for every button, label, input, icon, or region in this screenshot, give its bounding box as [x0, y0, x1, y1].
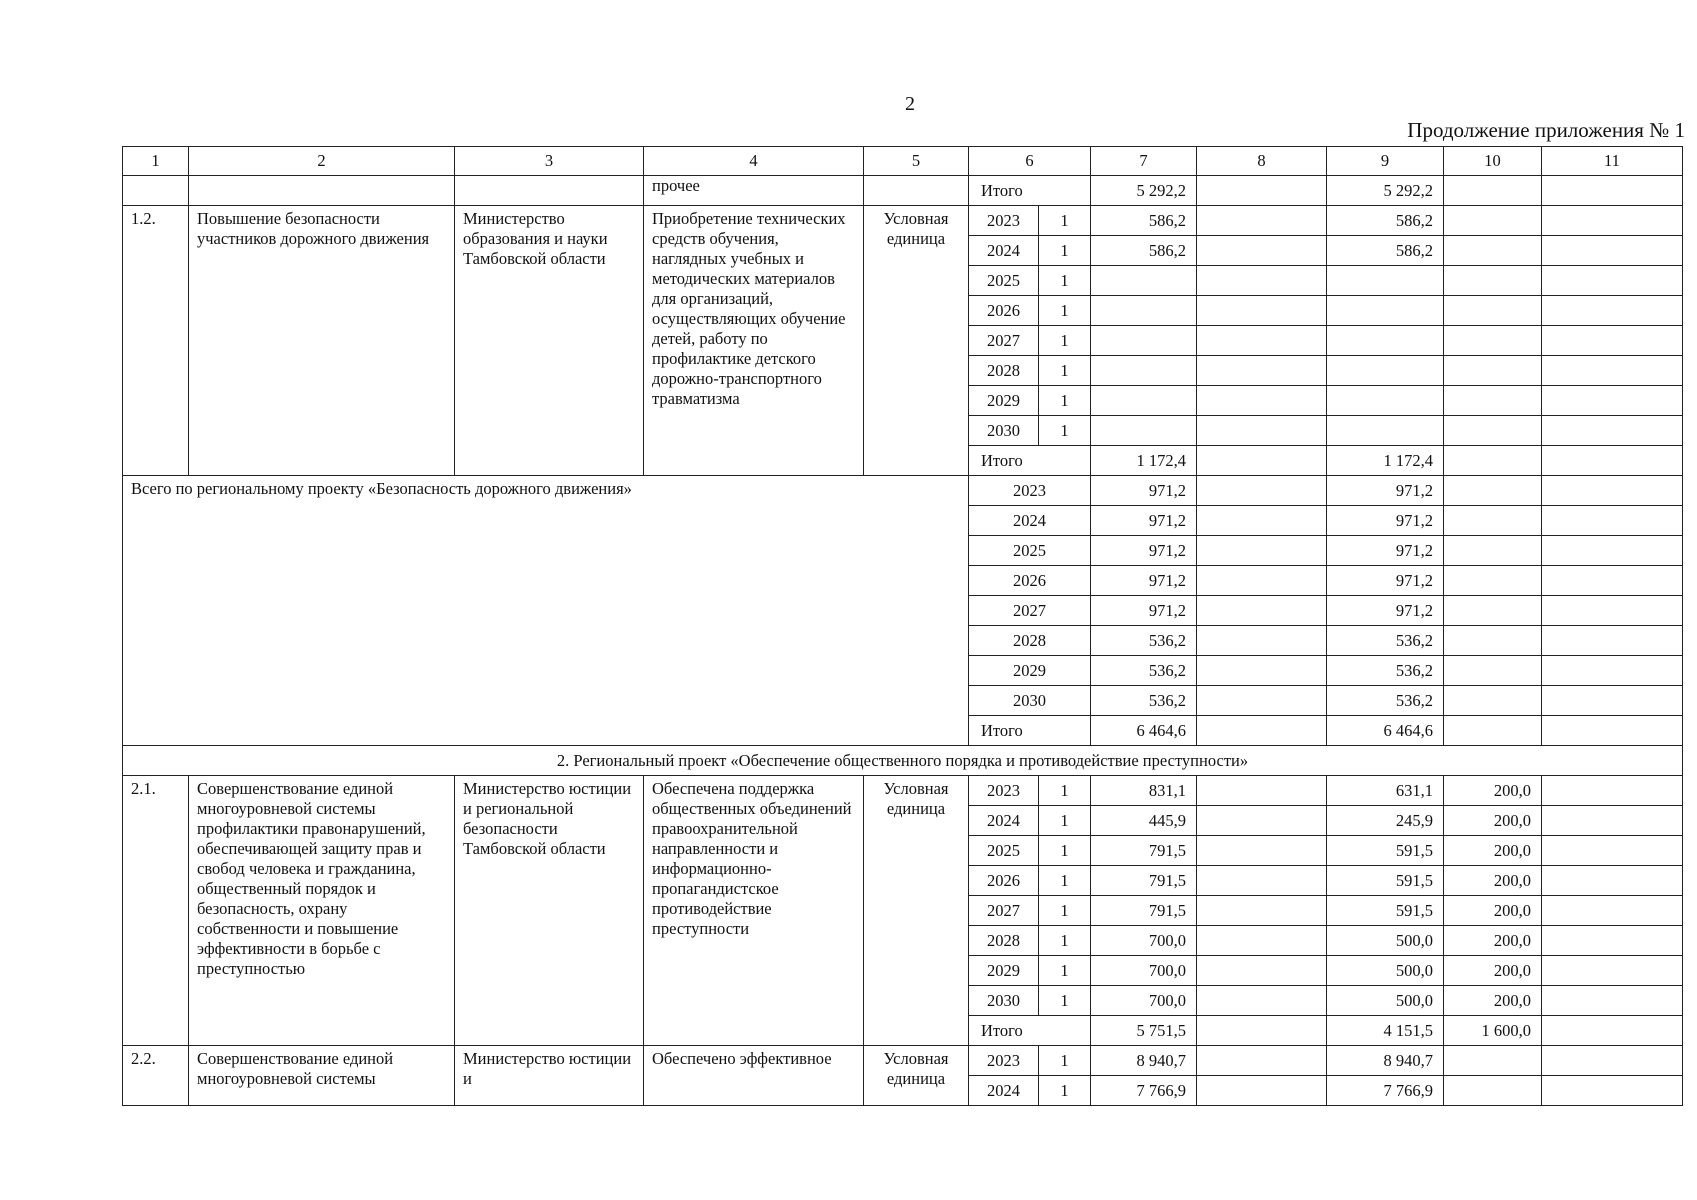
- qty-cell: 1: [1039, 926, 1091, 956]
- value-cell: 200,0: [1444, 836, 1542, 866]
- value-cell: 445,9: [1091, 806, 1197, 836]
- qty-cell: 1: [1039, 836, 1091, 866]
- qty-cell: 1: [1039, 416, 1091, 446]
- value-cell: 7 766,9: [1091, 1076, 1197, 1106]
- header-cell: 6: [969, 147, 1091, 176]
- row-number: 2.1.: [123, 776, 189, 1046]
- executor: Министерство юстиции и региональной безопасности Тамбовской области: [455, 776, 644, 1046]
- value-cell: 971,2: [1327, 596, 1444, 626]
- value-cell: 700,0: [1091, 956, 1197, 986]
- row-number: 2.2.: [123, 1046, 189, 1106]
- year-cell: 2030: [969, 986, 1039, 1016]
- value-cell: 536,2: [1327, 656, 1444, 686]
- qty-cell: 1: [1039, 386, 1091, 416]
- value-cell: 200,0: [1444, 866, 1542, 896]
- value-cell: [1091, 296, 1197, 326]
- total-label: Итого: [969, 446, 1091, 476]
- qty-cell: 1: [1039, 776, 1091, 806]
- header-cell: 8: [1197, 147, 1327, 176]
- qty-cell: 1: [1039, 296, 1091, 326]
- qty-cell: 1: [1039, 806, 1091, 836]
- value-cell: 500,0: [1327, 926, 1444, 956]
- value-cell: 971,2: [1091, 566, 1197, 596]
- qty-cell: 1: [1039, 326, 1091, 356]
- table-row: [123, 776, 1683, 806]
- value-cell: 971,2: [1327, 506, 1444, 536]
- year-cell: 2023: [969, 476, 1091, 506]
- year-cell: 2024: [969, 506, 1091, 536]
- qty-cell: 1: [1039, 986, 1091, 1016]
- summary-label: Всего по региональному проекту «Безопасность дорожного движения»: [123, 476, 969, 746]
- value-cell: 5 751,5: [1091, 1016, 1197, 1046]
- value-cell: 6 464,6: [1091, 716, 1197, 746]
- value-cell: 200,0: [1444, 926, 1542, 956]
- value-cell: [1091, 416, 1197, 446]
- value-cell: 7 766,9: [1327, 1076, 1444, 1106]
- value-cell: 971,2: [1327, 536, 1444, 566]
- value-cell: 8 940,7: [1327, 1046, 1444, 1076]
- year-cell: 2023: [969, 206, 1039, 236]
- value-cell: 1 172,4: [1091, 446, 1197, 476]
- year-cell: 2025: [969, 266, 1039, 296]
- value-cell: 971,2: [1091, 536, 1197, 566]
- year-cell: 2028: [969, 926, 1039, 956]
- value-cell: 791,5: [1091, 836, 1197, 866]
- value-cell: 586,2: [1327, 236, 1444, 266]
- value-cell: [1327, 296, 1444, 326]
- value-cell: [1327, 386, 1444, 416]
- year-cell: 2026: [969, 866, 1039, 896]
- header-cell: 3: [455, 147, 644, 176]
- year-cell: 2026: [969, 566, 1091, 596]
- year-cell: 2028: [969, 356, 1039, 386]
- value-cell: [1327, 356, 1444, 386]
- value-cell: 536,2: [1327, 626, 1444, 656]
- value-cell: 536,2: [1091, 626, 1197, 656]
- year-cell: 2024: [969, 806, 1039, 836]
- year-cell: 2023: [969, 1046, 1039, 1076]
- qty-cell: 1: [1039, 236, 1091, 266]
- value-cell: 591,5: [1327, 836, 1444, 866]
- header-cell: 7: [1091, 147, 1197, 176]
- year-cell: 2030: [969, 686, 1091, 716]
- header-cell: 1: [123, 147, 189, 176]
- header-row: [123, 147, 1683, 176]
- section-title-row: [123, 746, 1683, 776]
- section-title: 2. Региональный проект «Обеспечение общественного порядка и противодействие преступности»: [123, 746, 1683, 776]
- measure-name: Совершенствование единой многоуровневой системы: [189, 1046, 455, 1106]
- value-cell: 700,0: [1091, 986, 1197, 1016]
- row-number: 1.2.: [123, 206, 189, 476]
- unit: Условная единица: [864, 1046, 969, 1106]
- value-cell: 4 151,5: [1327, 1016, 1444, 1046]
- year-cell: 2024: [969, 1076, 1039, 1106]
- header-cell: 9: [1327, 147, 1444, 176]
- value-cell: 6 464,6: [1327, 716, 1444, 746]
- value-cell: 591,5: [1327, 866, 1444, 896]
- budget-table: [122, 146, 1683, 1106]
- continuation-label: Продолжение приложения № 1: [1407, 118, 1685, 142]
- value-cell: 5 292,2: [1327, 176, 1444, 206]
- value-cell: [1327, 416, 1444, 446]
- value-cell: 700,0: [1091, 926, 1197, 956]
- qty-cell: 1: [1039, 356, 1091, 386]
- year-cell: 2025: [969, 836, 1039, 866]
- value-cell: 8 940,7: [1091, 1046, 1197, 1076]
- value-cell: 631,1: [1327, 776, 1444, 806]
- qty-cell: 1: [1039, 1076, 1091, 1106]
- year-cell: 2029: [969, 956, 1039, 986]
- table-row: [123, 206, 1683, 236]
- value-cell: 200,0: [1444, 986, 1542, 1016]
- result-description: Обеспечено эффективное: [644, 1046, 864, 1106]
- table-row: [123, 176, 1683, 206]
- qty-cell: 1: [1039, 1046, 1091, 1076]
- value-cell: 971,2: [1091, 596, 1197, 626]
- year-cell: 2030: [969, 416, 1039, 446]
- qty-cell: 1: [1039, 896, 1091, 926]
- value-cell: [1091, 386, 1197, 416]
- value-cell: 536,2: [1091, 686, 1197, 716]
- header-cell: 5: [864, 147, 969, 176]
- qty-cell: 1: [1039, 266, 1091, 296]
- measure-name: Совершенствование единой многоуровневой системы профилактики правонарушений, обеспечивающей защиту прав и свобод человека и гражданина, общественный порядок и безопасность, охрану собственности и повышение эффективности в борьбе с преступностью: [189, 776, 455, 1046]
- total-label: Итого: [969, 716, 1091, 746]
- value-cell: 200,0: [1444, 956, 1542, 986]
- total-label: Итого: [969, 176, 1091, 206]
- value-cell: 200,0: [1444, 806, 1542, 836]
- value-cell: 831,1: [1091, 776, 1197, 806]
- value-cell: 200,0: [1444, 896, 1542, 926]
- value-cell: 1 172,4: [1327, 446, 1444, 476]
- value-cell: [1327, 266, 1444, 296]
- value-cell: 586,2: [1327, 206, 1444, 236]
- header-cell: 11: [1542, 147, 1683, 176]
- year-cell: 2026: [969, 296, 1039, 326]
- year-cell: 2025: [969, 536, 1091, 566]
- year-cell: 2027: [969, 596, 1091, 626]
- year-cell: 2029: [969, 386, 1039, 416]
- qty-cell: 1: [1039, 956, 1091, 986]
- value-cell: 1 600,0: [1444, 1016, 1542, 1046]
- value-cell: 536,2: [1327, 686, 1444, 716]
- year-cell: 2028: [969, 626, 1091, 656]
- value-cell: 500,0: [1327, 956, 1444, 986]
- header-cell: 2: [189, 147, 455, 176]
- year-cell: 2029: [969, 656, 1091, 686]
- header-cell: 4: [644, 147, 864, 176]
- value-cell: 971,2: [1091, 506, 1197, 536]
- value-cell: 791,5: [1091, 896, 1197, 926]
- value-cell: 500,0: [1327, 986, 1444, 1016]
- result-description: Обеспечена поддержка общественных объединений правоохранительной направленности и информационно-пропагандистское противодействие преступности: [644, 776, 864, 1046]
- value-cell: 971,2: [1327, 566, 1444, 596]
- unit: Условная единица: [864, 776, 969, 1046]
- qty-cell: 1: [1039, 206, 1091, 236]
- result-cell: прочее: [644, 176, 864, 206]
- header-cell: 10: [1444, 147, 1542, 176]
- unit: Условная единица: [864, 206, 969, 476]
- executor: Министерство образования и науки Тамбовской области: [455, 206, 644, 476]
- value-cell: [1091, 326, 1197, 356]
- value-cell: [1327, 326, 1444, 356]
- page-number: 2: [905, 93, 915, 115]
- year-cell: 2027: [969, 896, 1039, 926]
- value-cell: 586,2: [1091, 236, 1197, 266]
- executor: Министерство юстиции и: [455, 1046, 644, 1106]
- value-cell: 586,2: [1091, 206, 1197, 236]
- year-cell: 2023: [969, 776, 1039, 806]
- year-cell: 2024: [969, 236, 1039, 266]
- table-row: [123, 1046, 1683, 1076]
- value-cell: 200,0: [1444, 776, 1542, 806]
- qty-cell: 1: [1039, 866, 1091, 896]
- total-label: Итого: [969, 1016, 1091, 1046]
- value-cell: 5 292,2: [1091, 176, 1197, 206]
- value-cell: [1091, 356, 1197, 386]
- value-cell: 971,2: [1091, 476, 1197, 506]
- value-cell: 791,5: [1091, 866, 1197, 896]
- value-cell: 591,5: [1327, 896, 1444, 926]
- measure-name: Повышение безопасности участников дорожного движения: [189, 206, 455, 476]
- value-cell: 536,2: [1091, 656, 1197, 686]
- value-cell: 971,2: [1327, 476, 1444, 506]
- value-cell: 245,9: [1327, 806, 1444, 836]
- value-cell: [1091, 266, 1197, 296]
- result-description: Приобретение технических средств обучения, наглядных учебных и методических материалов для организаций, осуществляющих обучение детей, работу по профилактике детского дорожно-транспортного травматизма: [644, 206, 864, 476]
- year-cell: 2027: [969, 326, 1039, 356]
- table-row: [123, 476, 1683, 506]
